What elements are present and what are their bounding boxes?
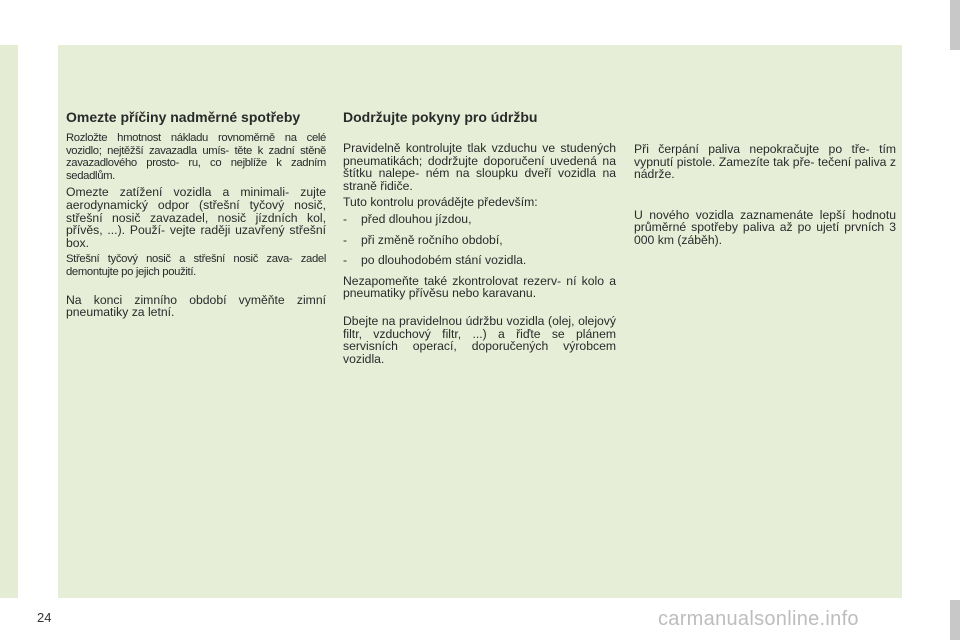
scrollbar-top[interactable] (950, 0, 960, 50)
page-number: 24 (37, 610, 52, 625)
column-2 (343, 110, 616, 369)
watermark: carmanualsonline.info (658, 608, 859, 630)
left-margin-strip (0, 45, 18, 598)
list-item: - při změně ročního období, (343, 232, 503, 247)
paragraph-new-vehicle: U nového vozidla zaznamenáte lepší hodnotu průměrné spotřeby paliva až po ujetí prvních 3 000 km (záběh). (634, 207, 896, 247)
paragraph-load-distribution: Rozložte hmotnost nákladu rovnoměrně na celé vozidlo; nejtěžší zavazadla umís- těte k zadní stěně zavazadlového prosto- ru, co nejblíže k zadním sedadlům. (66, 132, 326, 182)
paragraph-aero-drag: Omezte zatížení vozidla a minimali- zujte aerodynamický odpor (střešní tyčový nosič, střešní nosič zavazadel, nosič jízdních kol, přívěs, ...). Použí- vejte raději uzavřený střešní box. (66, 185, 326, 250)
paragraph-roof-rack: Střešní tyčový nosič a střešní nosič zava- zadel demontujte po jejich použití. (66, 253, 326, 278)
paragraph-regular-maintenance: Dbejte na pravidelnou údržbu vozidla (olej, olejový filtr, vzduchový filtr, ...) a řiďte se plánem servisních operací, doporučených výrobcem vozidla. (343, 313, 616, 366)
paragraph-refuelling: Při čerpání paliva nepokračujte po tře- tím vypnutí pistole. Zamezíte tak pře- tečení paliva z nádrže. (634, 142, 896, 182)
heading-maintenance: Dodržujte pokyny pro údržbu (343, 109, 538, 125)
paragraph-spare-wheel: Nezapomeňte také zkontrolovat rezerv- ní kolo a pneumatiky přívěsu nebo karavanu. (343, 273, 616, 301)
check-list (343, 213, 616, 267)
heading-reduce-consumption: Omezte příčiny nadměrné spotřeby (66, 109, 301, 125)
column-1 (66, 110, 326, 323)
paragraph-check-when: Tuto kontrolu provádějte především: (343, 195, 538, 210)
column-3 (634, 143, 896, 251)
list-item: - po dlouhodobém stání vozidla. (343, 253, 527, 268)
scrollbar-bottom[interactable] (950, 600, 960, 640)
list-item: - před dlouhou jízdou, (343, 211, 472, 226)
paragraph-tyre-pressure: Pravidelně kontrolujte tlak vzduchu ve studených pneumatikách; dodržujte doporučení uvedená na štítku nalepe- ném na sloupku dveří vozidla na straně řidiče. (343, 141, 616, 193)
paragraph-winter-tyres: Na konci zimního období vyměňte zimní pneumatiky za letní. (66, 292, 326, 320)
